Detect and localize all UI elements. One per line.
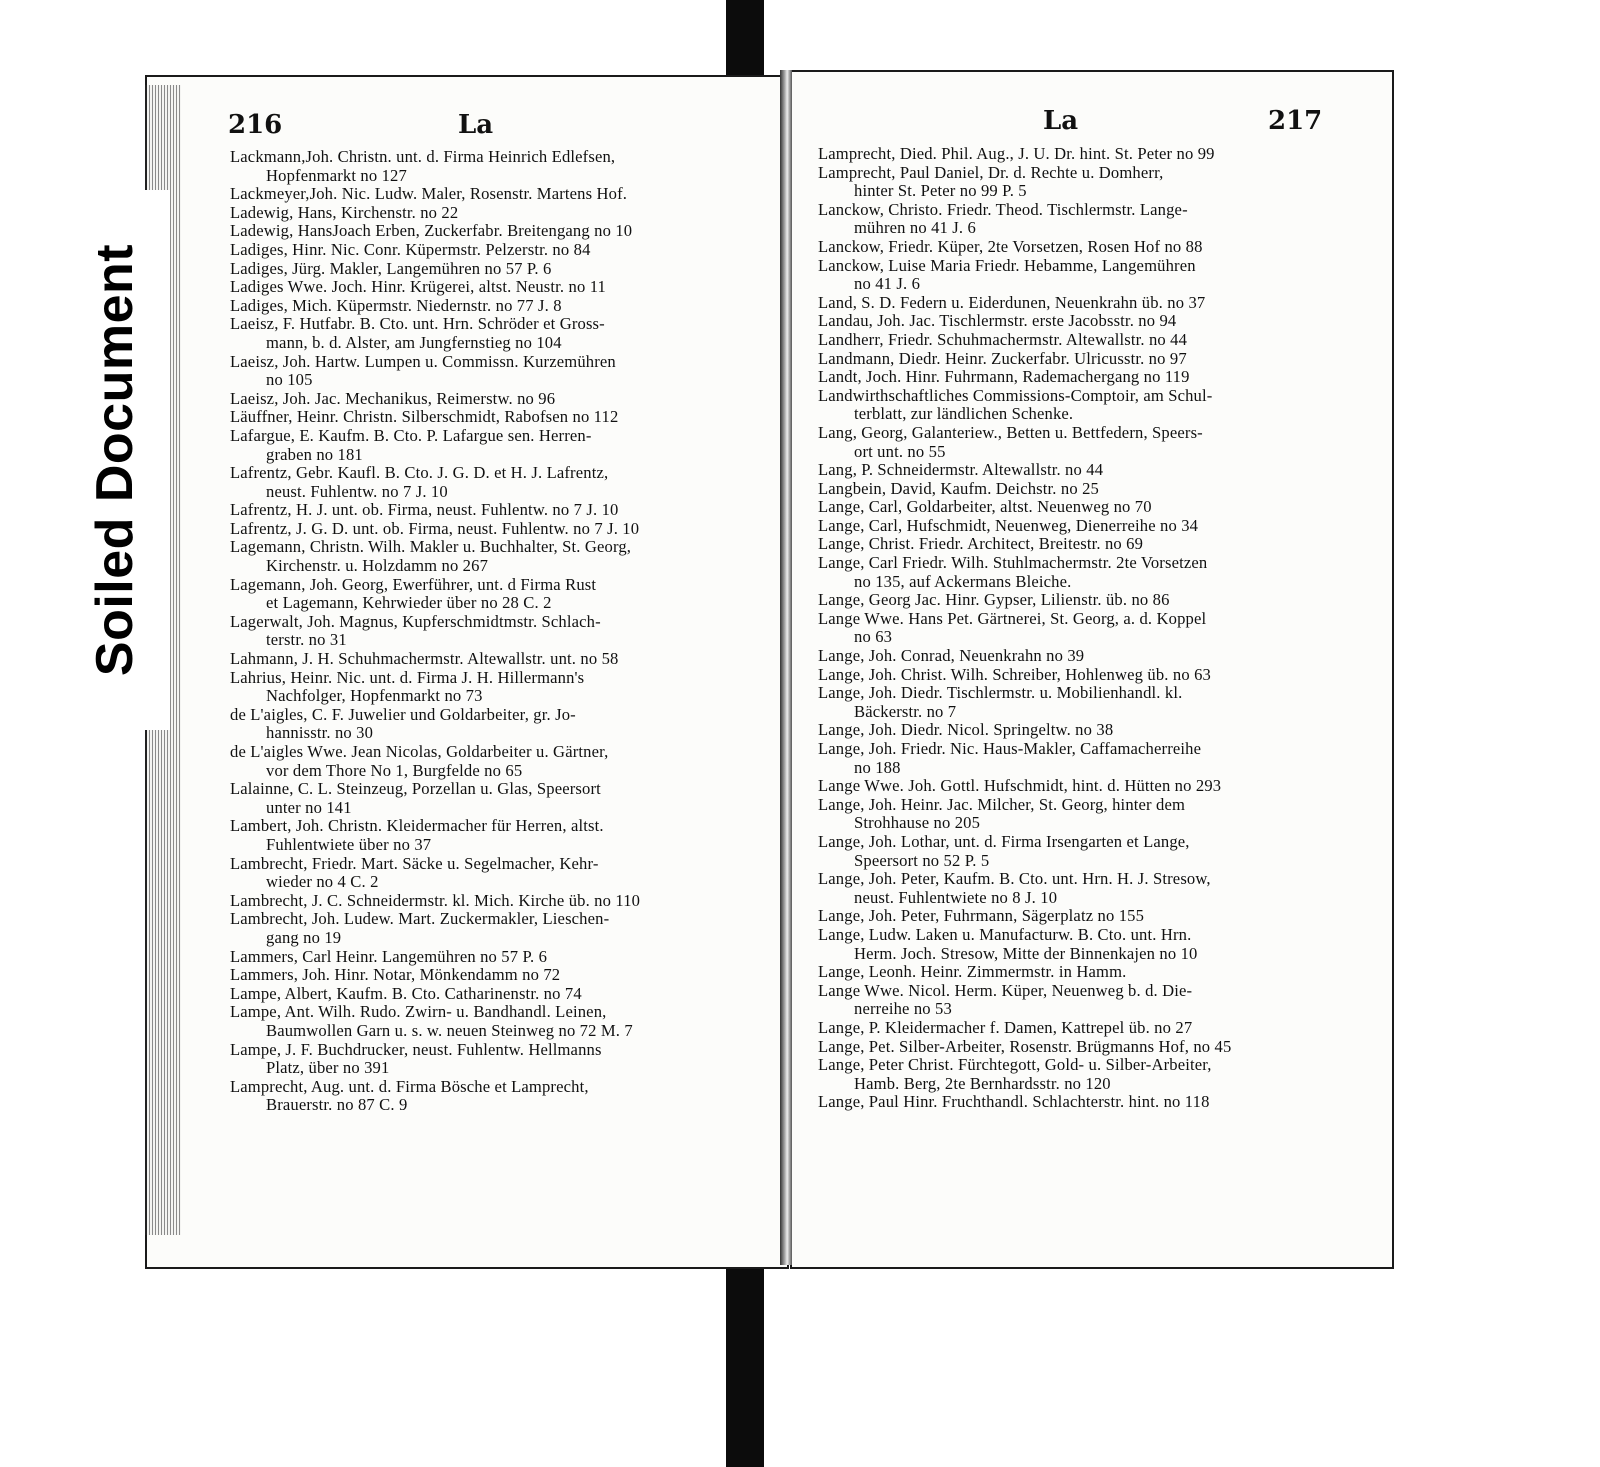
- directory-entry-line: Lange, Joh. Christ. Wilh. Schreiber, Hohlenweg üb. no 63: [818, 665, 1211, 684]
- entry-continuation-line: Herm. Joch. Stresow, Mitte der Binnenkajen no 10: [854, 944, 1198, 963]
- entry-continuation-line: Strohhause no 205: [854, 814, 981, 833]
- directory-entry-line: Lange, Christ. Friedr. Architect, Breitestr. no 69: [818, 535, 1144, 554]
- directory-entry-line: Lammers, Carl Heinr. Langemühren no 57 P. 6: [230, 947, 548, 966]
- entry-continuation-line: nerreihe no 53: [854, 1000, 952, 1019]
- entry-continuation-line: no 188: [854, 758, 901, 777]
- directory-entry-line: Landherr, Friedr. Schuhmachermstr. Altewallstr. no 44: [818, 330, 1188, 349]
- directory-entry-line: Lange, Carl, Hufschmidt, Neuenweg, Dienerreihe no 34: [818, 516, 1199, 535]
- entry-continuation-line: Baumwollen Garn u. s. w. neuen Steinweg no 72 M. 7: [266, 1021, 633, 1040]
- directory-entry-line: Lambrecht, J. C. Schneidermstr. kl. Mich. Kirche üb. no 110: [230, 891, 641, 910]
- directory-entry-line: Landt, Joch. Hinr. Fuhrmann, Rademachergang no 119: [818, 368, 1190, 387]
- directory-entry-line: Lange, Carl, Goldarbeiter, altst. Neuenweg no 70: [818, 498, 1152, 517]
- entry-continuation-line: et Lagemann, Kehrwieder über no 28 C. 2: [266, 594, 552, 613]
- directory-entry-line: Lange, Joh. Peter, Kaufm. B. Cto. unt. Hrn. H. J. Stresow,: [818, 870, 1211, 889]
- entry-continuation-line: Nachfolger, Hopfenmarkt no 73: [266, 687, 483, 706]
- entry-continuation-line: Kirchenstr. u. Holzdamm no 267: [266, 557, 489, 576]
- directory-entry-line: Lackmeyer,Joh. Nic. Ludw. Maler, Rosenstr. Martens Hof.: [230, 185, 628, 204]
- directory-entry-line: Läuffner, Heinr. Christn. Silberschmidt, Rabofsen no 112: [230, 408, 619, 427]
- directory-entry-line: Ladiges, Hinr. Nic. Conr. Küpermstr. Pelzerstr. no 84: [230, 240, 591, 259]
- entry-continuation-line: hinter St. Peter no 99 P. 5: [854, 182, 1027, 201]
- directory-entry-line: Ladiges Wwe. Joch. Hinr. Krügerei, altst. Neustr. no 11: [230, 278, 607, 297]
- directory-entry-line: Lackmann,Joh. Christn. unt. d. Firma Heinrich Edlefsen,: [230, 148, 616, 166]
- left-page-number: 216: [228, 110, 283, 140]
- entry-continuation-line: no 63: [854, 628, 893, 647]
- directory-entry-line: Lafargue, E. Kaufm. B. Cto. P. Lafargue sen. Herren-: [230, 426, 592, 445]
- entry-continuation-line: neust. Fuhlentwiete no 8 J. 10: [854, 888, 1058, 907]
- directory-entry-line: Laeisz, Joh. Hartw. Lumpen u. Commissn. Kurzemühren: [230, 352, 616, 371]
- directory-entry-line: Lamprecht, Died. Phil. Aug., J. U. Dr. hint. St. Peter no 99: [818, 145, 1215, 163]
- entry-continuation-line: hannisstr. no 30: [266, 724, 374, 743]
- directory-entry-line: Lalainne, C. L. Steinzeug, Porzellan u. Glas, Speersort: [230, 780, 601, 799]
- entry-continuation-line: mann, b. d. Alster, am Jungfernstieg no 104: [266, 333, 562, 352]
- directory-entry-line: Land, S. D. Federn u. Eiderdunen, Neuenkrahn üb. no 37: [818, 293, 1206, 312]
- entry-continuation-line: vor dem Thore No 1, Burgfelde no 65: [266, 761, 523, 780]
- entry-continuation-line: Speersort no 52 P. 5: [854, 851, 990, 870]
- directory-entry-line: Lamprecht, Aug. unt. d. Firma Bösche et Lamprecht,: [230, 1077, 589, 1096]
- entry-continuation-line: Fuhlentwiete über no 37: [266, 835, 432, 854]
- directory-entry-line: Lange, Joh. Conrad, Neuenkrahn no 39: [818, 647, 1085, 666]
- directory-entry-line: de L'aigles, C. F. Juwelier und Goldarbeiter, gr. Jo-: [230, 705, 576, 724]
- directory-entry-line: Lanckow, Christo. Friedr. Theod. Tischlermstr. Lange-: [818, 200, 1188, 219]
- directory-entry-line: Landwirthschaftliches Commissions-Comptoir, am Schul-: [818, 386, 1213, 405]
- directory-entry-line: Lafrentz, J. G. D. unt. ob. Firma, neust. Fuhlentw. no 7 J. 10: [230, 519, 640, 538]
- directory-entry-line: Ladiges, Jürg. Makler, Langemühren no 57 P. 6: [230, 259, 552, 278]
- left-page-heading: La: [458, 110, 494, 140]
- directory-entry-line: Lagemann, Joh. Georg, Ewerführer, unt. d Firma Rust: [230, 575, 597, 594]
- directory-entry-line: Lang, Georg, Galanteriew., Betten u. Bettfedern, Speers-: [818, 423, 1203, 442]
- directory-entry-line: Lanckow, Luise Maria Friedr. Hebamme, Langemühren: [818, 256, 1196, 275]
- directory-entry-line: Lange, P. Kleidermacher f. Damen, Kattrepel üb. no 27: [818, 1018, 1193, 1037]
- directory-entry-line: Lagemann, Christn. Wilh. Makler u. Buchhalter, St. Georg,: [230, 538, 632, 557]
- directory-entry-line: Lafrentz, Gebr. Kaufl. B. Cto. J. G. D. et H. J. Lafrentz,: [230, 464, 609, 483]
- directory-entry-line: Lampe, J. F. Buchdrucker, neust. Fuhlentw. Hellmanns: [230, 1040, 602, 1059]
- directory-entry-line: Ladiges, Mich. Küpermstr. Niedernstr. no 77 J. 8: [230, 296, 562, 315]
- entry-continuation-line: terblatt, zur ländlichen Schenke.: [854, 405, 1074, 424]
- entry-continuation-line: no 41 J. 6: [854, 275, 921, 294]
- directory-entry-line: Lange Wwe. Joh. Gottl. Hufschmidt, hint. d. Hütten no 293: [818, 777, 1222, 796]
- directory-entry-line: de L'aigles Wwe. Jean Nicolas, Goldarbeiter u. Gärtner,: [230, 743, 609, 761]
- directory-entry-line: Lampe, Ant. Wilh. Rudo. Zwirn- u. Bandhandl. Leinen,: [230, 1003, 607, 1022]
- right-page-number: 217: [1268, 106, 1323, 136]
- directory-entry-line: Lammers, Joh. Hinr. Notar, Mönkendamm no 72: [230, 966, 561, 985]
- entry-continuation-line: mühren no 41 J. 6: [854, 219, 976, 238]
- directory-entry-line: Ladewig, Hans, Kirchenstr. no 22: [230, 203, 459, 222]
- directory-entry-line: Lahmann, J. H. Schuhmachermstr. Altewallstr. unt. no 58: [230, 650, 619, 669]
- entry-continuation-line: no 105: [266, 371, 313, 390]
- directory-entry-line: Lange Wwe. Hans Pet. Gärtnerei, St. Georg, a. d. Koppel: [818, 609, 1207, 628]
- entry-continuation-line: Platz, über no 391: [266, 1059, 390, 1078]
- entry-continuation-line: graben no 181: [266, 445, 363, 464]
- entry-continuation-line: ort unt. no 55: [854, 442, 946, 461]
- directory-entry-line: Lange, Joh. Heinr. Jac. Milcher, St. Georg, hinter dem: [818, 795, 1186, 814]
- directory-entry-line: Lange Wwe. Nicol. Herm. Küper, Neuenweg b. d. Die-: [818, 981, 1193, 1000]
- entry-continuation-line: terstr. no 31: [266, 631, 347, 650]
- right-directory-entries: [818, 145, 1348, 1112]
- entry-continuation-line: wieder no 4 C. 2: [266, 873, 379, 892]
- directory-entry-line: Lambrecht, Joh. Ludew. Mart. Zuckermakler, Lieschen-: [230, 910, 610, 929]
- right-page-heading: La: [1043, 106, 1079, 136]
- directory-entry-line: Lange, Joh. Lothar, unt. d. Firma Irsengarten et Lange,: [818, 832, 1190, 851]
- directory-entry-line: Lange, Peter Christ. Fürchtegott, Gold- u. Silber-Arbeiter,: [818, 1056, 1212, 1075]
- directory-entry-line: Lange, Leonh. Heinr. Zimmermstr. in Hamm.: [818, 963, 1127, 982]
- directory-entry-line: Lampe, Albert, Kaufm. B. Cto. Catharinenstr. no 74: [230, 984, 582, 1003]
- entry-continuation-line: Hamb. Berg, 2te Bernhardsstr. no 120: [854, 1074, 1111, 1093]
- directory-entry-line: Lange, Joh. Diedr. Tischlermstr. u. Mobilienhandl. kl.: [818, 684, 1183, 703]
- directory-entry-line: Lambert, Joh. Christn. Kleidermacher für Herren, altst.: [230, 817, 604, 836]
- directory-entry-line: Landmann, Diedr. Heinr. Zuckerfabr. Ulricusstr. no 97: [818, 349, 1187, 368]
- entry-continuation-line: Brauerstr. no 87 C. 9: [266, 1096, 408, 1115]
- directory-entry-line: Lanckow, Friedr. Küper, 2te Vorsetzen, Rosen Hof no 88: [818, 237, 1203, 256]
- directory-entry-line: Laeisz, Joh. Jac. Mechanikus, Reimerstw. no 96: [230, 389, 556, 408]
- directory-entry-line: Lang, P. Schneidermstr. Altewallstr. no 44: [818, 461, 1104, 480]
- left-directory-entries: [230, 148, 745, 1115]
- directory-entry-line: Ladewig, HansJoach Erben, Zuckerfabr. Breitengang no 10: [230, 222, 633, 241]
- directory-entry-line: Lange, Joh. Friedr. Nic. Haus-Makler, Caffamacherreihe: [818, 740, 1202, 758]
- directory-entry-line: Lamprecht, Paul Daniel, Dr. d. Rechte u. Domherr,: [818, 163, 1164, 182]
- entry-continuation-line: no 135, auf Ackermans Bleiche.: [854, 572, 1072, 591]
- book-spine: [780, 70, 792, 1265]
- entry-continuation-line: gang no 19: [266, 928, 342, 947]
- directory-entry-line: Lange, Pet. Silber-Arbeiter, Rosenstr. Brügmanns Hof, no 45: [818, 1037, 1232, 1056]
- directory-entry-line: Lagerwalt, Joh. Magnus, Kupferschmidtmstr. Schlach-: [230, 612, 601, 631]
- directory-entry-line: Lange, Georg Jac. Hinr. Gypser, Lilienstr. üb. no 86: [818, 591, 1170, 610]
- entry-continuation-line: unter no 141: [266, 798, 352, 817]
- directory-entry-line: Lange, Carl Friedr. Wilh. Stuhlmachermstr. 2te Vorsetzen: [818, 554, 1208, 573]
- directory-entry-line: Lambrecht, Friedr. Mart. Säcke u. Segelmacher, Kehr-: [230, 854, 599, 873]
- soiled-document-label: Soiled Document: [86, 243, 144, 677]
- directory-entry-line: Lange, Ludw. Laken u. Manufacturw. B. Cto. unt. Hrn.: [818, 925, 1192, 944]
- directory-entry-line: Lange, Paul Hinr. Fruchthandl. Schlachterstr. hint. no 118: [818, 1093, 1210, 1112]
- directory-entry-line: Lafrentz, H. J. unt. ob. Firma, neust. Fuhlentw. no 7 J. 10: [230, 501, 619, 520]
- directory-entry-line: Laeisz, F. Hutfabr. B. Cto. unt. Hrn. Schröder et Gross-: [230, 315, 605, 334]
- directory-entry-line: Langbein, David, Kaufm. Deichstr. no 25: [818, 479, 1099, 498]
- directory-entry-line: Lange, Joh. Peter, Fuhrmann, Sägerplatz no 155: [818, 907, 1145, 926]
- entry-continuation-line: neust. Fuhlentw. no 7 J. 10: [266, 482, 448, 501]
- directory-entry-line: Lange, Joh. Diedr. Nicol. Springeltw. no 38: [818, 721, 1114, 740]
- directory-entry-line: Lahrius, Heinr. Nic. unt. d. Firma J. H. Hillermann's: [230, 668, 585, 687]
- entry-continuation-line: Hopfenmarkt no 127: [266, 166, 407, 185]
- entry-continuation-line: Bäckerstr. no 7: [854, 702, 957, 721]
- directory-entry-line: Landau, Joh. Jac. Tischlermstr. erste Jacobsstr. no 94: [818, 312, 1177, 331]
